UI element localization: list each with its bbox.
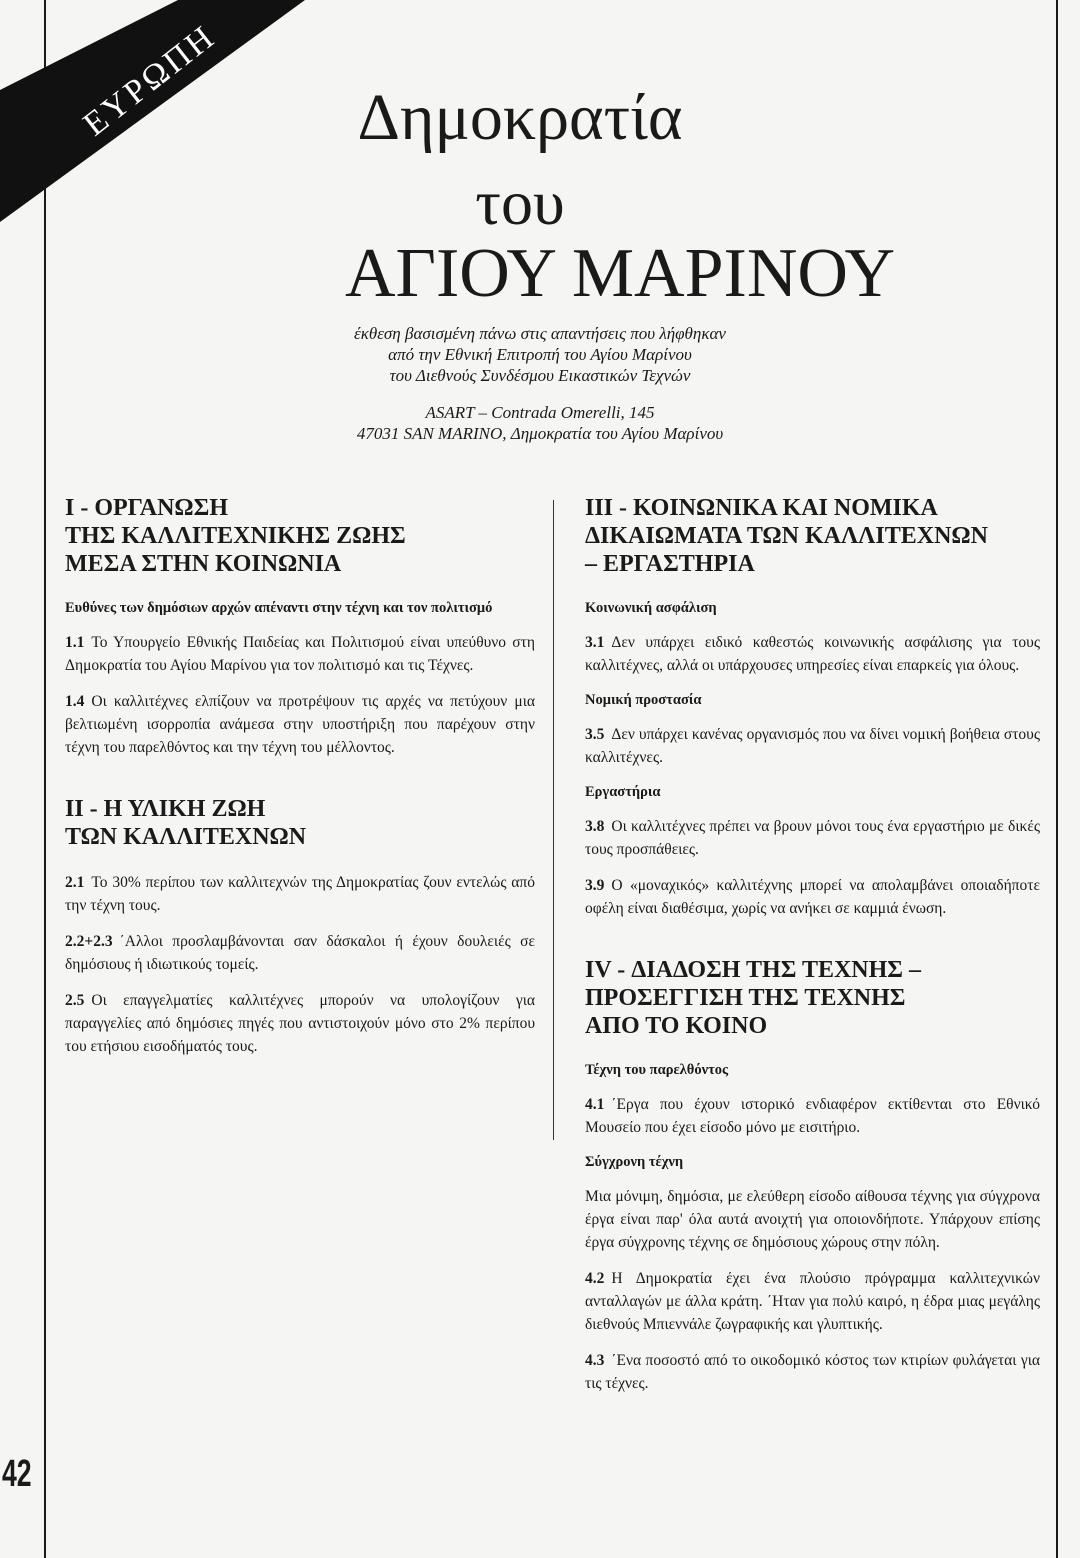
- heading-line: – ΕΡΓΑΣΤΗΡΙΑ: [585, 551, 755, 577]
- item-text: Μια μόνιμη, δημόσια, με ελεύθερη είσοδο αίθουσα τέχνης για σύγχρονα έργα είναι παρ' όλα αυτά ανοιχτή για οποιονδήποτε. Υπάρχουν επίσης έργα σύγχρονης τέχνης σε δημόσιους χώρους στην πόλη.: [585, 1188, 1040, 1251]
- right-column: [585, 494, 1040, 1408]
- subtitle-line: έκθεση βασισμένη πάνω στις απαντήσεις που λήφθηκαν: [354, 324, 726, 343]
- paragraph-item: [65, 690, 535, 759]
- heading-line: III - ΚΟΙΝΩΝΙΚΑ ΚΑΙ ΝΟΜΙΚΑ: [585, 495, 938, 521]
- item-text: Δεν υπάρχει ειδικό καθεστώς κοινωνικής ασφάλισης για τους καλλιτέχνες, αλλά οι υπάρχουσες υπηρεσίες είναι επαρκείς για όλους.: [585, 634, 1040, 674]
- paragraph-item: [65, 989, 535, 1058]
- section-1-heading: [65, 494, 535, 578]
- subheading: Εργαστήρια: [585, 784, 661, 800]
- item-text: Οι επαγγελματίες καλλιτέχνες μπορούν να υπολογίζουν για παραγγελίες από δημόσιες πηγές που αντιστοιχούν μόνο στο 2% περίπου του ετήσιου εισοδήματός τους.: [65, 992, 535, 1055]
- section-3-heading: [585, 494, 1040, 578]
- heading-line: ΠΡΟΣΕΓΓΙΣΗ ΤΗΣ ΤΕΧΝΗΣ: [585, 985, 906, 1011]
- paragraph-item: [585, 874, 1040, 920]
- heading-line: IV - ΔΙΑΔΟΣΗ ΤΗΣ ΤΕΧΝΗΣ –: [585, 957, 921, 983]
- heading-line: II - Η ΥΛΙΚΗ ΖΩΗ: [65, 796, 266, 822]
- item-text: Η Δημοκρατία έχει ένα πλούσιο πρόγραμμα καλλιτεχνικών ανταλλαγών με άλλα κράτη. ΄Ηταν για πολύ καιρό, η έδρα μιας μεγάλης διεθνούς Μπιεννάλε ζωγραφικής και γλυπτικής.: [585, 1270, 1040, 1333]
- heading-line: ΔΙΚΑΙΩΜΑΤΑ ΤΩΝ ΚΑΛΛΙΤΕΧΝΩΝ: [585, 523, 988, 549]
- item-text: Οι καλλιτέχνες ελπίζουν να προτρέψουν τις αρχές να πετύχουν μια βελτιωμένη ισορροπία ανάμεσα στην υποστήριξη που παρέχουν στην τέχνη του παρελθόντος και την τέχνη του μέλλοντος.: [65, 693, 535, 756]
- item-number: 4.2: [585, 1270, 605, 1287]
- heading-line: I - ΟΡΓΑΝΩΣΗ: [65, 495, 229, 521]
- address-block: [210, 402, 870, 444]
- title-line-2: του: [475, 167, 565, 238]
- item-number: 2.2+2.3: [65, 933, 113, 950]
- page-number: 42: [2, 1453, 32, 1495]
- item-text: ΄Αλλοι προσλαμβάνονται σαν δάσκαλοι ή έχουν δουλειές σε δημόσιους ή ιδιωτικούς τομείς.: [65, 933, 535, 973]
- subheading: Κοινωνική ασφάλιση: [585, 600, 717, 616]
- heading-line: ΤΗΣ ΚΑΛΛΙΤΕΧΝΙΚΗΣ ΖΩΗΣ: [65, 523, 406, 549]
- left-column: [65, 494, 535, 1071]
- paragraph-item: [65, 871, 535, 917]
- address-line: ASART – Contrada Omerelli, 145: [425, 403, 655, 422]
- subheading: Σύγχρονη τέχνη: [585, 1154, 684, 1170]
- paragraph-item: [65, 930, 535, 976]
- paragraph-item: [585, 1267, 1040, 1336]
- paragraph-item: [585, 815, 1040, 861]
- item-number: 3.5: [585, 726, 605, 743]
- item-number: 3.8: [585, 818, 605, 835]
- heading-line: ΤΩΝ ΚΑΛΛΙΤΕΧΝΩΝ: [65, 824, 307, 850]
- paragraph-item: [585, 1093, 1040, 1139]
- item-text: ΄Εργα που έχουν ιστορικό ενδιαφέρον εκτίθενται στο Εθνικό Μουσείο που έχει είσοδο μόνο με εισιτήριο.: [585, 1096, 1040, 1136]
- address-line: 47031 SAN MARINO, Δημοκρατία του Αγίου Μαρίνου: [356, 424, 724, 443]
- subtitle-line: από την Εθνική Επιτροπή του Αγίου Μαρίνου: [388, 345, 692, 364]
- item-number: 1.1: [65, 634, 85, 651]
- paragraph-item: [585, 723, 1040, 769]
- report-subtitle: [210, 323, 870, 386]
- subheading: Νομική προστασία: [585, 692, 702, 708]
- item-number: 3.1: [585, 634, 605, 651]
- page-frame-right: [1056, 0, 1058, 1558]
- item-text: Δεν υπάρχει κανένας οργανισμός που να δίνει νομική βοήθεια στους καλλιτέχνες.: [585, 726, 1040, 766]
- item-number: 2.1: [65, 874, 85, 891]
- heading-line: ΜΕΣΑ ΣΤΗΝ ΚΟΙΝΩΝΙΑ: [65, 551, 342, 577]
- item-number: 2.5: [65, 992, 85, 1009]
- title-line-3: ΑΓΙΟΥ ΜΑΡΙΝΟΥ: [344, 235, 896, 312]
- item-text: Ο «μοναχικός» καλλιτέχνης μπορεί να απολαμβάνει οποιαδήποτε οφέλη είναι διαθέσιμα, χωρίς να ανήκει σε καμμιά ένωση.: [585, 877, 1040, 917]
- heading-line: ΑΠΟ ΤΟ ΚΟΙΝΟ: [585, 1013, 768, 1039]
- item-number: 4.1: [585, 1096, 605, 1113]
- subheading: Ευθύνες των δημόσιων αρχών απέναντι στην τέχνη και τον πολιτισμό: [65, 600, 493, 616]
- item-text: Το 30% περίπου των καλλιτεχνών της Δημοκρατίας ζουν εντελώς από την τέχνη τους.: [65, 874, 535, 914]
- paragraph-item: [65, 631, 535, 677]
- item-number: 4.3: [585, 1352, 605, 1369]
- subtitle-line: του Διεθνούς Συνδέσμου Εικαστικών Τεχνών: [389, 366, 691, 385]
- item-text: ΄Ενα ποσοστό από το οικοδομικό κόστος των κτιρίων φυλάγεται για τις τέχνες.: [585, 1352, 1040, 1392]
- banner-label: ΕΥΡΩΠΗ: [76, 17, 223, 144]
- paragraph-item: [585, 1185, 1040, 1254]
- paragraph-item: [585, 1349, 1040, 1395]
- section-4-heading: [585, 956, 1040, 1040]
- section-2-heading: [65, 795, 535, 851]
- subheading: Τέχνη του παρελθόντος: [585, 1062, 729, 1078]
- title-line-1: Δημοκρατία: [357, 81, 683, 154]
- item-number: 3.9: [585, 877, 605, 894]
- paragraph-item: [585, 631, 1040, 677]
- item-text: Οι καλλιτέχνες πρέπει να βρουν μόνοι τους ένα εργαστήριο με δικές τους προσπάθειες.: [585, 818, 1040, 858]
- column-divider: [553, 500, 554, 1140]
- item-number: 1.4: [65, 693, 85, 710]
- item-text: Το Υπουργείο Εθνικής Παιδείας και Πολιτισμού είναι υπεύθυνο στη Δημοκρατία του Αγίου Μαρίνου για τον πολιτισμό και τις Τέχνες.: [65, 634, 535, 674]
